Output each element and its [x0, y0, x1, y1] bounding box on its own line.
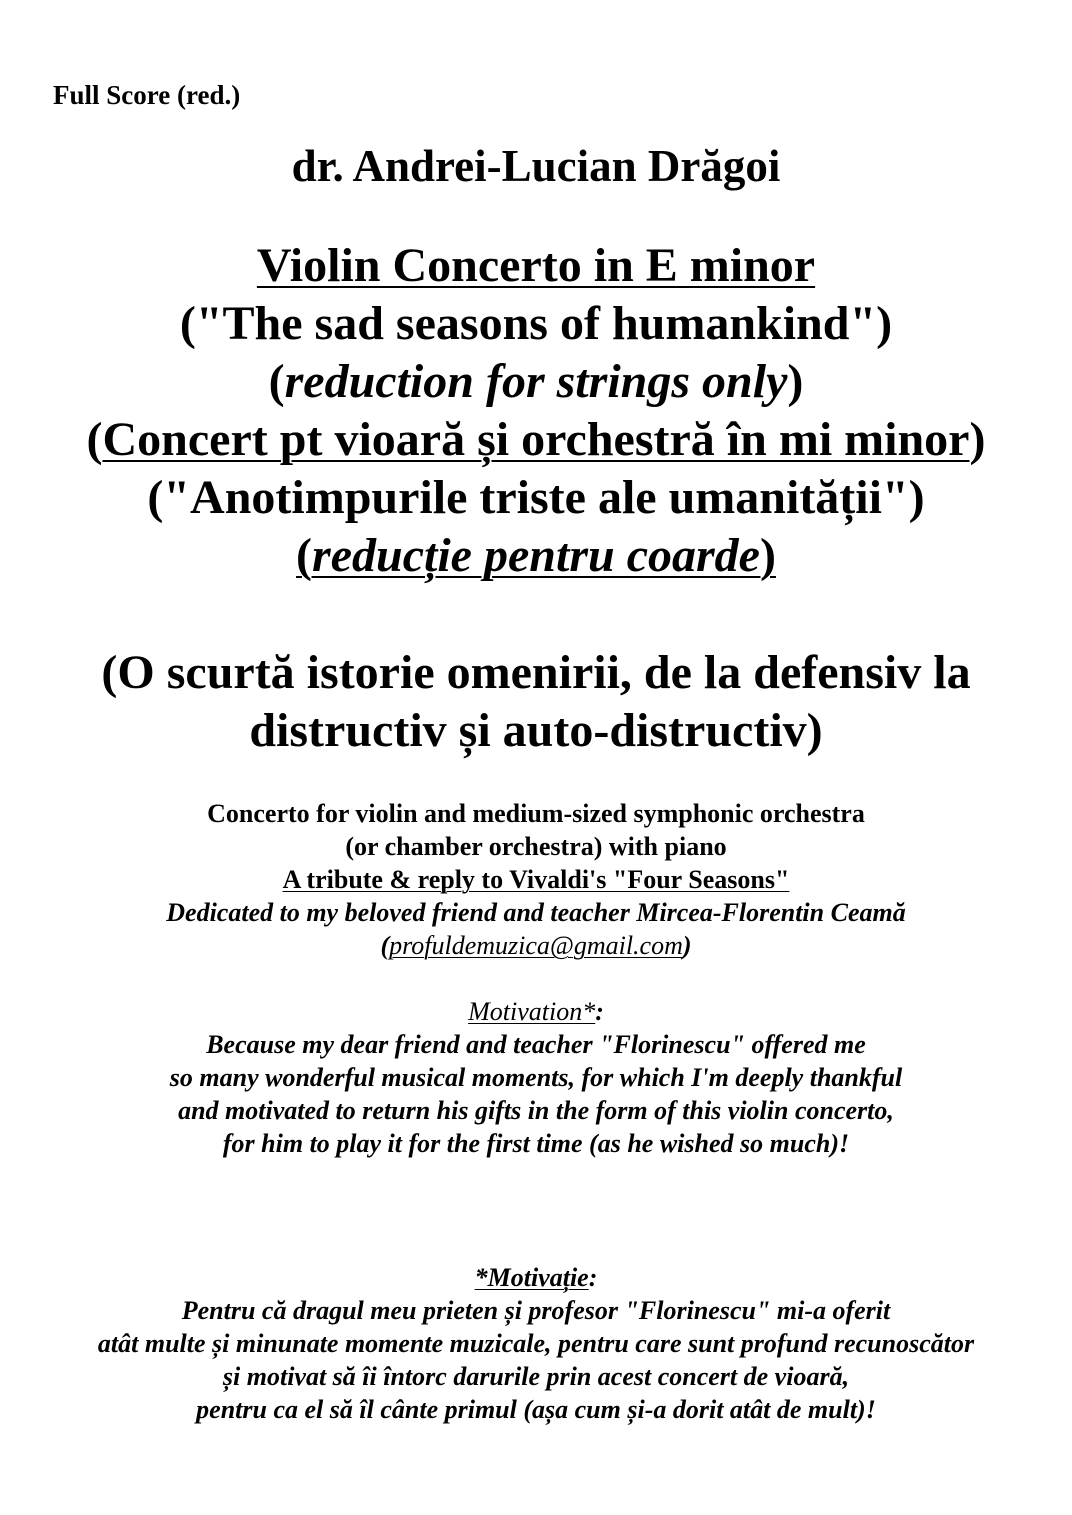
reduction-note-text: reduction for strings only	[284, 355, 788, 408]
author-name: dr. Andrei-Lucian Drăgoi	[291, 141, 781, 191]
motivation-heading-text: Motivation*	[468, 997, 596, 1026]
description-line-1: Concerto for violin and medium-sized symphonic orchestra	[207, 799, 865, 828]
motivatie-heading	[0, 1261, 1072, 1294]
subtitle-line-1: (O scurtă istorie omenirii, de la defensiv la	[101, 646, 971, 699]
dedication-line: Dedicated to my beloved friend and teacher Mircea-Florentin Ceamă	[166, 898, 906, 927]
title-romanian-subtitle: ("Anotimpurile triste ale umanității")	[147, 471, 925, 524]
tribute-text: A tribute & reply to Vivaldi's "Four Seasons"	[282, 865, 790, 894]
title-reduction-note	[0, 353, 1072, 411]
motivation-line: so many wonderful musical moments, for which I'm deeply thankful	[169, 1063, 903, 1092]
paren-open: (	[268, 355, 285, 408]
subtitle-line-2: distructiv și auto-distructiv)	[249, 704, 823, 757]
title-romanian	[0, 411, 1072, 469]
paren-open: (	[296, 529, 313, 582]
score-type-label: Full Score (red.)	[53, 80, 241, 110]
tribute-line	[0, 863, 1072, 896]
paren-close: )	[787, 355, 804, 408]
motivation-heading	[0, 995, 1072, 1028]
motivatie-line: atât multe și minunate momente muzicale, pentru care sunt profund recunoscător	[97, 1329, 975, 1358]
motivation-line: for him to play it for the first time (as he wished so much)!	[222, 1129, 850, 1158]
motivatie-line: și motivat să îi întorc darurile prin acest concert de vioară,	[222, 1362, 850, 1391]
motivatie-line: pentru ca el să îl cânte primul (așa cum și-a dorit atât de mult)!	[196, 1395, 876, 1424]
title-english-subtitle: ("The sad seasons of humankind")	[179, 297, 893, 350]
description-line-2: (or chamber orchestra) with piano	[345, 832, 727, 861]
paren-close: )	[682, 931, 692, 960]
paren-close: )	[759, 529, 776, 582]
email-line	[0, 929, 1072, 962]
heading-colon: :	[595, 997, 604, 1026]
motivatie-line: Pentru că dragul meu prieten și profesor "Florinescu" mi-a oferit	[181, 1296, 891, 1325]
title-english	[0, 237, 1072, 295]
motivatie-heading-text: *Motivație	[474, 1263, 589, 1292]
title-english-text: Violin Concerto in E minor	[256, 239, 816, 292]
paren-close: )	[969, 413, 986, 466]
paren-open: (	[86, 413, 103, 466]
title-romanian-reduction	[0, 527, 1072, 585]
heading-colon: :	[588, 1263, 598, 1292]
motivation-line: and motivated to return his gifts in the form of this violin concerto,	[178, 1096, 894, 1125]
email-link[interactable]: profuldemuzica@gmail.com	[389, 931, 683, 960]
motivation-line: Because my dear friend and teacher "Florinescu" offered me	[206, 1030, 866, 1059]
title-romanian-text: Concert pt vioară și orchestră în mi minor	[102, 413, 970, 466]
romanian-reduction-text: reducție pentru coarde	[312, 529, 760, 582]
paren-open: (	[380, 931, 390, 960]
